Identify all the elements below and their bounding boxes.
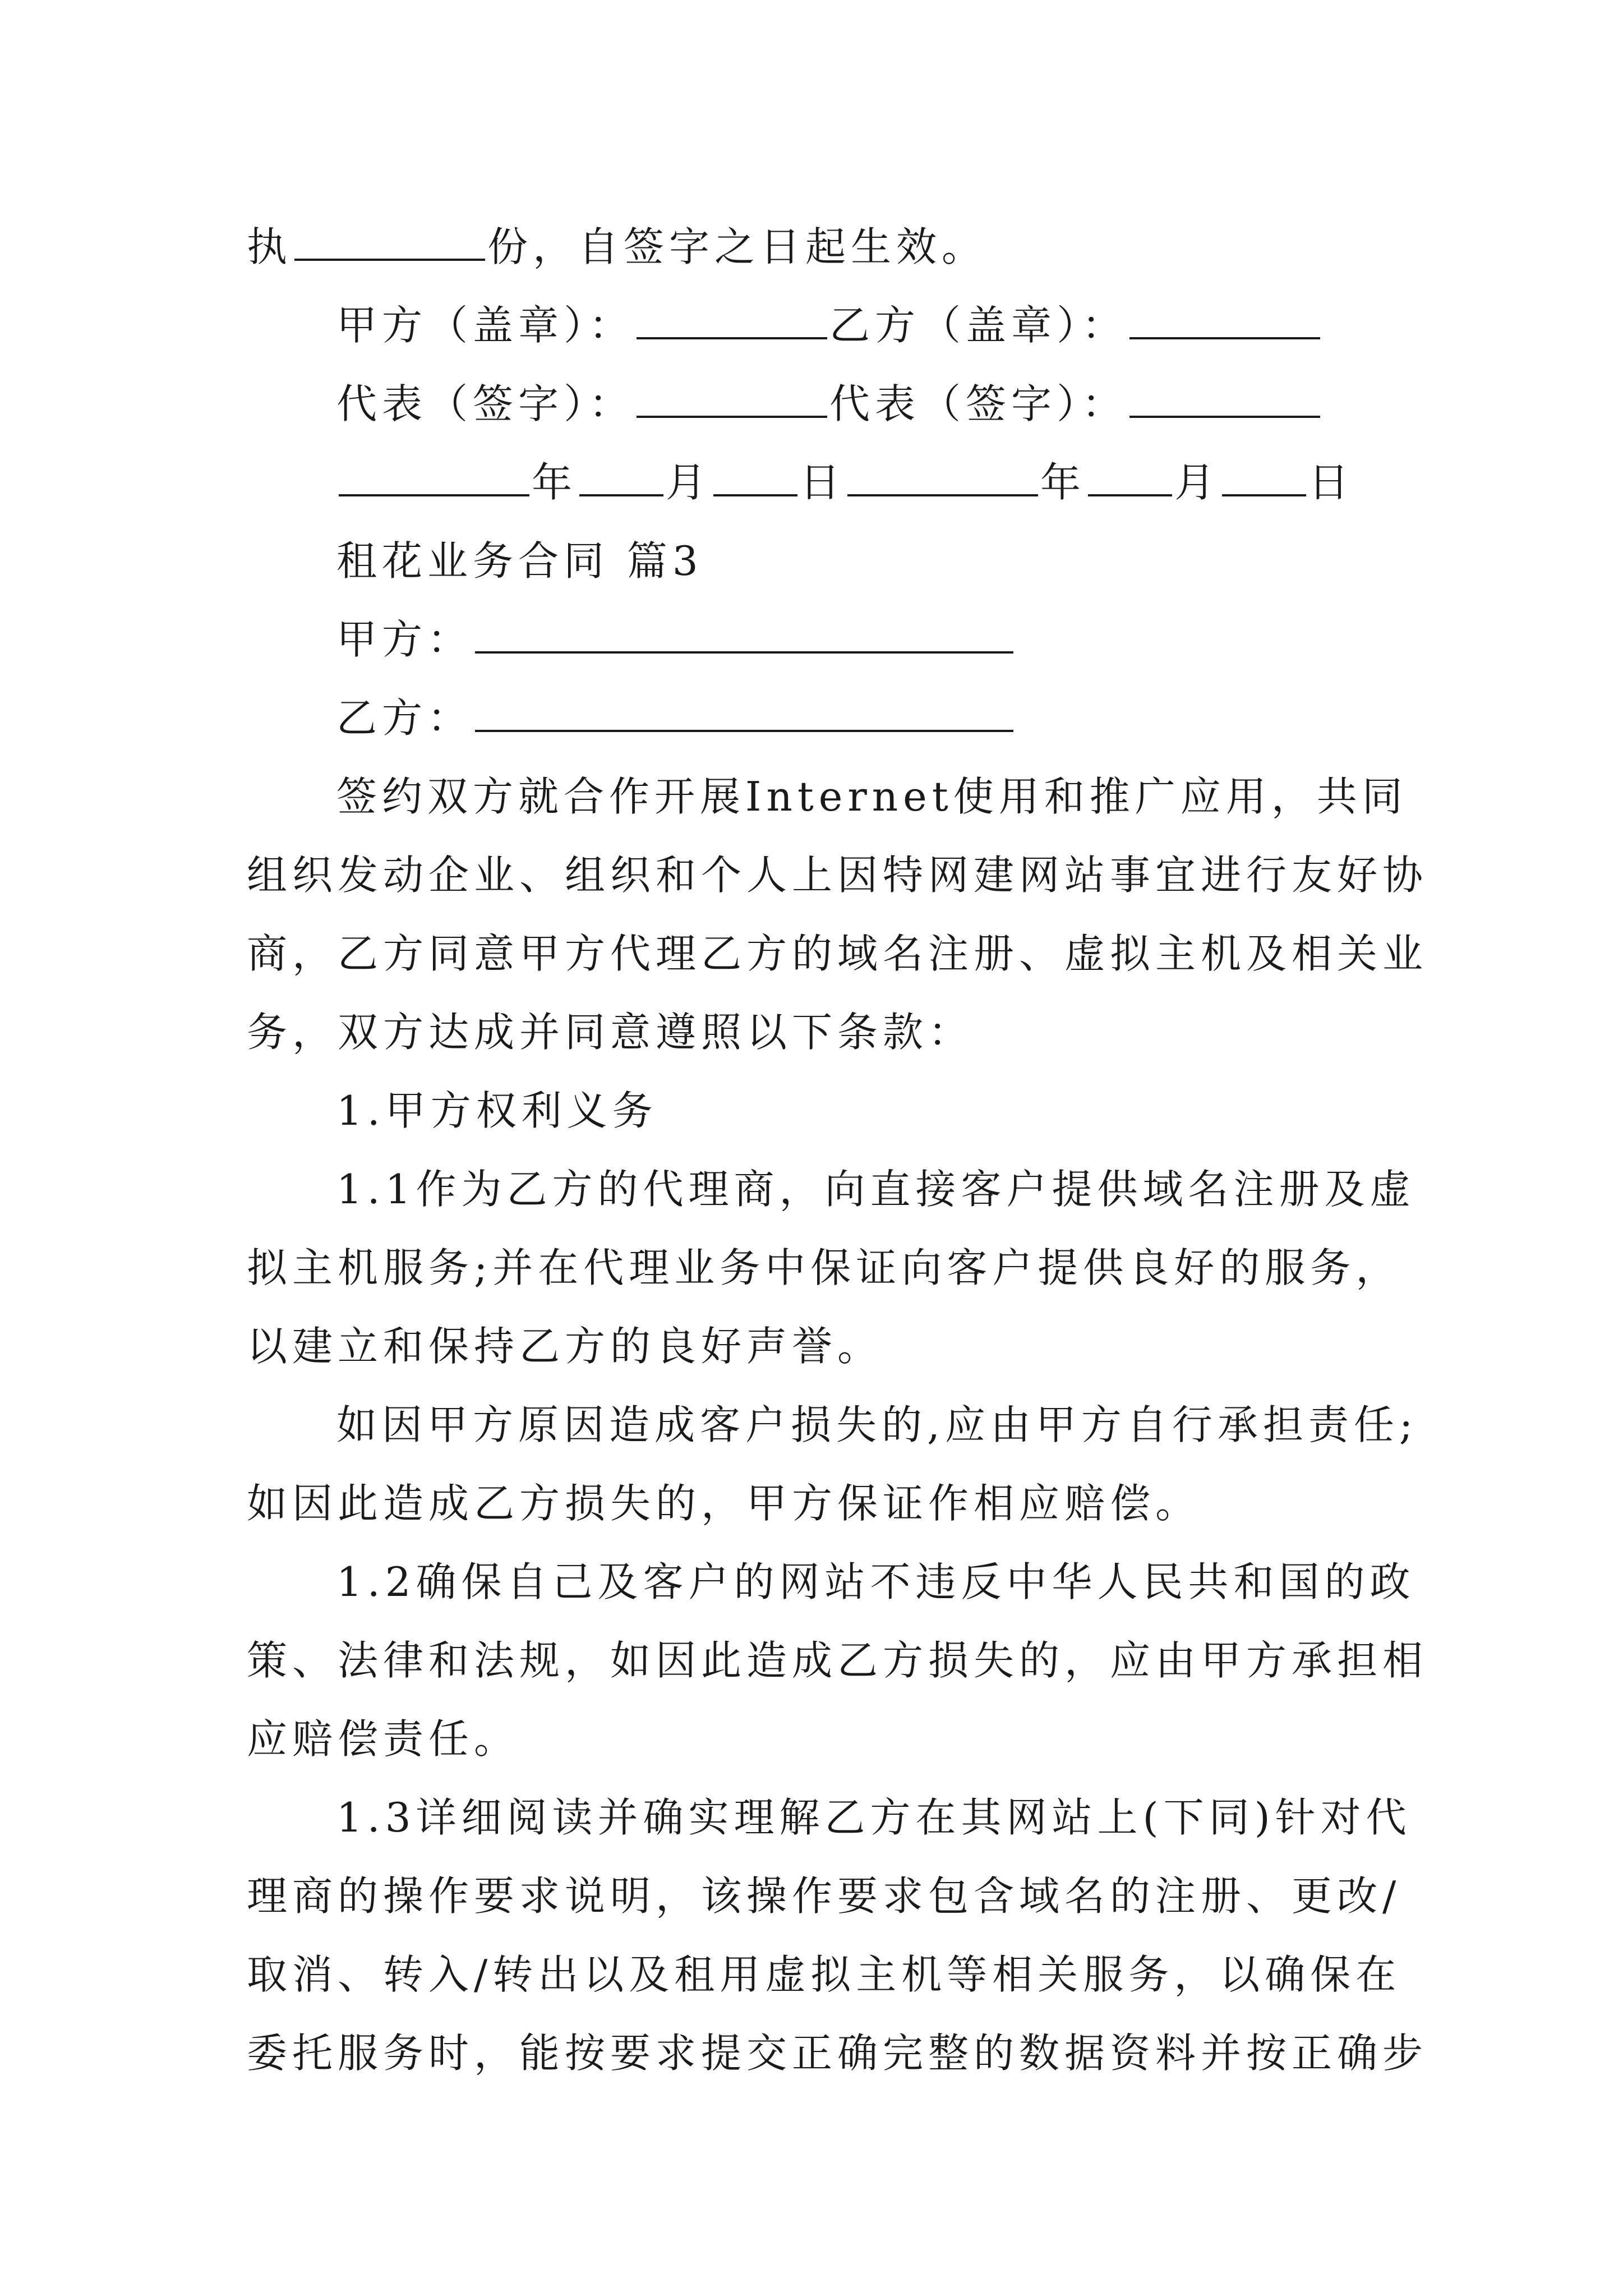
section-title-text: 租花业务合同 篇3 — [336, 537, 703, 585]
body-line-16: 取消、转入/转出以及租用虚拟主机等相关服务，以确保在 — [247, 1951, 1401, 1998]
party-a-representative-blank — [637, 378, 827, 418]
execute-suffix: 份，自签字之日起生效。 — [487, 223, 988, 270]
body-line-3: 商，乙方同意甲方代理乙方的域名注册、虚拟主机及相关业 — [247, 930, 1428, 977]
execute-prefix: 执 — [247, 223, 293, 270]
year-blank-b — [847, 456, 1038, 496]
month-label: 月 — [666, 459, 712, 506]
month-blank — [579, 456, 663, 496]
body-line-9: 如因甲方原因造成客户损失的,应由甲方自行承担责任; — [336, 1401, 1418, 1448]
body-line-10: 如因此造成乙方损失的，甲方保证作相应赔偿。 — [247, 1480, 1201, 1527]
body-line-2: 组织发动企业、组织和个人上因特网建网站事宜进行友好协 — [247, 852, 1428, 899]
body-line-14: 1.3详细阅读并确实理解乙方在其网站上(下同)针对代 — [336, 1794, 1412, 1841]
body-line-4: 务，双方达成并同意遵照以下条款： — [247, 1009, 974, 1056]
body-line-17: 委托服务时，能按要求提交正确完整的数据资料并按正确步 — [247, 2030, 1428, 2077]
copies-blank — [294, 220, 485, 261]
month-label-b: 月 — [1174, 459, 1220, 506]
body-line-13: 应赔偿责任。 — [247, 1715, 520, 1763]
execute-line — [247, 208, 1391, 286]
seal-line — [247, 286, 1391, 365]
party-a-line — [247, 600, 1391, 679]
party-a-seal-blank — [637, 299, 827, 339]
body-line-15: 理商的操作要求说明，该操作要求包含域名的注册、更改/ — [247, 1872, 1401, 1920]
party-b-seal-blank — [1129, 299, 1320, 339]
date-line — [247, 443, 1391, 522]
day-label: 日 — [800, 459, 846, 506]
year-label-b: 年 — [1040, 459, 1086, 506]
party-b-name-blank — [475, 692, 1013, 732]
day-label-b: 日 — [1308, 459, 1354, 506]
month-blank-b — [1088, 456, 1172, 496]
party-b-line — [247, 679, 1391, 757]
body-line-11: 1.2确保自己及客户的网站不违反中华人民共和国的政 — [336, 1558, 1415, 1605]
body-line-1: 签约双方就合作开展Internet使用和推广应用，共同 — [336, 773, 1408, 820]
day-blank — [713, 456, 797, 496]
body-line-6: 1.1作为乙方的代理商，向直接客户提供域名注册及虚 — [336, 1166, 1415, 1213]
party-b-seal-label: 乙方（盖章）： — [829, 302, 1128, 349]
body-line-5: 1.甲方权利义务 — [336, 1087, 658, 1134]
party-a-seal-label: 甲方（盖章）： — [336, 302, 635, 349]
party-b-representative-blank — [1129, 378, 1320, 418]
year-blank — [339, 456, 529, 496]
section-title — [247, 522, 1391, 600]
party-a-label: 甲方： — [336, 616, 473, 663]
body-line-8: 以建立和保持乙方的良好声誉。 — [247, 1323, 883, 1370]
representative-line — [247, 365, 1391, 443]
party-a-representative-label: 代表（签字）： — [336, 380, 635, 427]
party-b-representative-label: 代表（签字）： — [829, 380, 1128, 427]
year-label: 年 — [532, 459, 578, 506]
body-line-12: 策、法律和法规，如因此造成乙方损失的，应由甲方承担相 — [247, 1637, 1428, 1684]
body-line-7: 拟主机服务;并在代理业务中保证向客户提供良好的服务， — [247, 1244, 1401, 1291]
party-b-label: 乙方： — [336, 694, 473, 742]
day-blank-b — [1222, 456, 1306, 496]
party-a-name-blank — [475, 613, 1013, 654]
